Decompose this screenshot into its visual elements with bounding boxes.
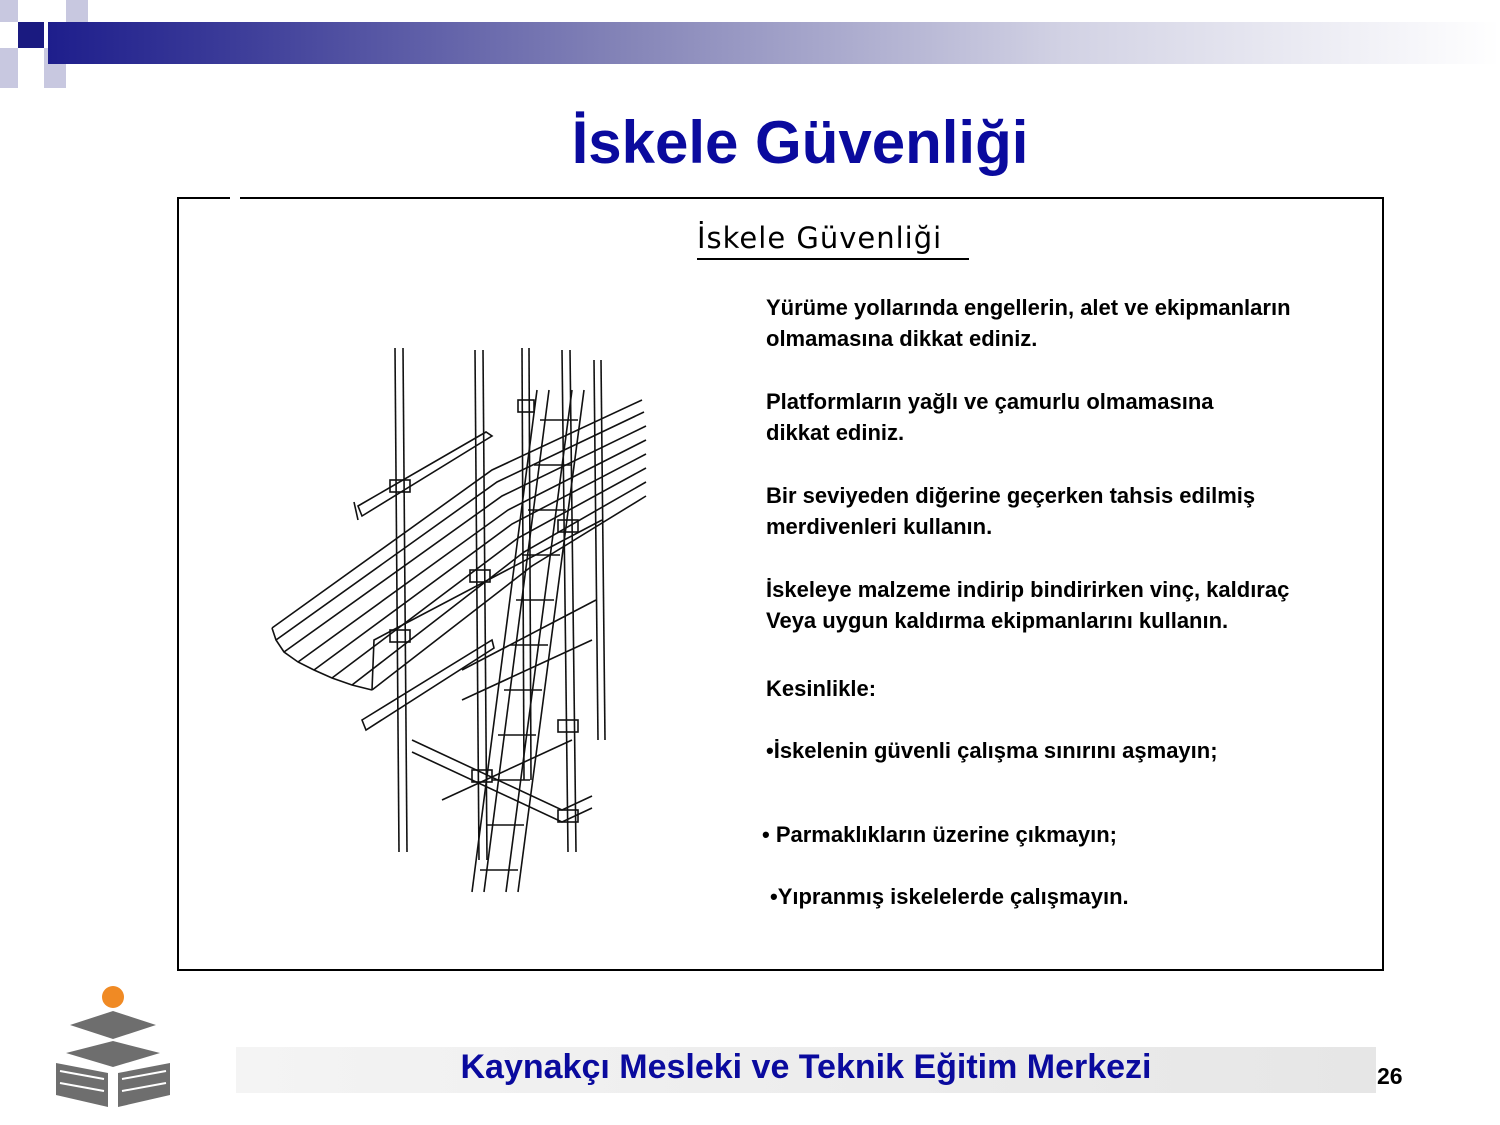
institution-logo [50,985,175,1110]
corner-square-light [0,0,18,22]
bullet-item: •İskelenin güvenli çalışma sınırını aşmayın; [766,738,1218,763]
emphasis-label: Kesinlikle: [766,676,877,701]
header-gradient-band [48,22,1500,64]
scaffold-ladder-illustration [262,340,652,910]
corner-square-light [0,48,18,88]
paragraph-line: olmamasına dikkat ediniz. [766,326,1038,351]
slide-title: İskele Güvenliği [571,109,1029,176]
paragraph-line: Bir seviyeden diğerine geçerken tahsis edilmiş [766,483,1256,508]
inner-heading: İskele Güvenliği [697,218,969,260]
paragraph-line: merdivenleri kullanın. [766,514,993,539]
footer-text: Kaynakçı Mesleki ve Teknik Eğitim Merkezi [460,1048,1152,1086]
logo-orange-dot [102,986,124,1008]
paragraph-line: İskeleye malzeme indirip bindirirken vinç, kaldıraç [766,577,1290,602]
paragraph-line: Veya uygun kaldırma ekipmanlarını kullanın. [766,608,1229,633]
paragraph-line: Yürüme yollarında engellerin, alet ve ekipmanların [766,295,1291,320]
bullet-item: • Parmaklıkların üzerine çıkmayın; [762,822,1117,847]
corner-square-light [66,0,88,22]
page-number: 26 [1377,1063,1403,1089]
frame-gap [230,194,240,202]
bullet-item: •Yıpranmış iskelelerde çalışmayın. [770,884,1129,909]
paragraph-line: dikkat ediniz. [766,420,905,445]
paragraph-line: Platformların yağlı ve çamurlu olmamasına [766,389,1214,414]
corner-square-dark [18,22,44,48]
